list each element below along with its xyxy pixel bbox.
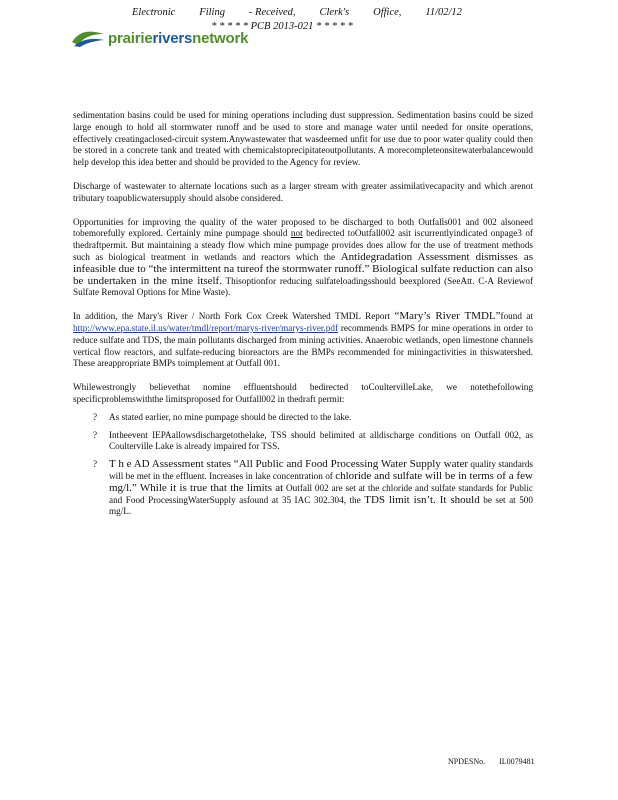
- paragraph-alternate-discharge: Discharge of wastewater to alternate locations such as a larger stream with greater assimilativecapacity and which arenot tributary toapublicwatersupply should alsobe considered.: [73, 180, 533, 203]
- list-item-text-large: TDS limit isn’t. It should: [364, 493, 480, 506]
- tmdl-report-link[interactable]: http://www.epa.state.il.us/water/tmdl/report/marys-river/marys-river.pdf: [73, 322, 339, 333]
- stamp-line-2: * * * * * PCB 2013-021 * * * * *: [211, 21, 353, 32]
- problems-list: [73, 412, 533, 518]
- underlined-not: not: [290, 228, 303, 239]
- list-item-text: Intheevent IEPAallowsdischargetothelake, TSS should belimited at alldischarge conditions on Outfall 002, as Coulterville Lake is already impaired for TSS.: [109, 429, 533, 452]
- bullet-marker: ?: [93, 459, 98, 470]
- list-item-text: As stated earlier, no mine pumpage should be directed to the lake.: [109, 411, 352, 422]
- stamp-word: Office,: [373, 7, 402, 18]
- stamp-word: Filing: [199, 7, 225, 18]
- stamp-line-1: [132, 6, 462, 20]
- text-run-large: “Mary’s River TMDL”: [394, 310, 501, 323]
- text-run: In addition, the Mary's River / North Fork Cox Creek Watershed TMDL Report: [73, 311, 395, 322]
- text-run: bedirected toOutfall002 asit iscurrentlyindicated onpage3 of thedraftpermit. But maintaining a steady flow which mine pumpage provides does allow for the use of treatment methods such as biological treatment in wetlands and reactors which the: [73, 228, 533, 262]
- bullet-marker: ?: [93, 411, 98, 422]
- paragraph-sedimentation: sedimentation basins could be used for mining operations including dust suppression. Sedimentation basins could be sized large enough to hold all stormwater runoff and be used to store and manage water until needed for onsite operations, effectively creatingaclosed-circuit system.Anywastewater that wasdeemed unfit for use due to poor water quality could then be stored in a concrete tank and treated with chemicalstoprecipitateoutpollutants. A morecompleteonsitewaterbalancewould help develop this idea better and should be provided to the Agency for review.: [73, 110, 533, 168]
- npdes-number: IL0079481: [499, 757, 535, 766]
- logo-word-network: network: [192, 29, 249, 47]
- bullet-marker: ?: [93, 429, 98, 440]
- list-item-text: quality standards will be met in the effluent. Increases in lake concentration of: [109, 459, 534, 481]
- list-item-text-large: T h e AD Assessment states “All Public and Food Processing Water Supply water: [109, 458, 469, 471]
- logo-word-prairie: prairie: [108, 29, 153, 47]
- list-item-text-large: chloride and sulfate will be in terms of a few mg/l.” While it is true that the limits at: [109, 469, 533, 494]
- paragraph-tmdl: [73, 311, 533, 370]
- list-item: [93, 430, 533, 454]
- stamp-word: Electronic: [132, 7, 176, 18]
- stamp-word: - Received,: [248, 7, 296, 18]
- paragraph-problems-intro: Whilewestrongly believethat nomine effluentshould bedirected toCoultervilleLake, we notethefollowing specificproblemswiththe limitsproposed for Outfall002 in thedraft permit:: [73, 382, 533, 404]
- text-run: found at: [500, 311, 533, 322]
- logo-word-rivers: rivers: [152, 29, 193, 47]
- list-item: [93, 412, 533, 424]
- list-item: [93, 459, 533, 518]
- text-run: Opportunities for improving the quality of the water proposed to be discharged to both Outfalls001 and 002 alsoneed tobemorefully explored. Certainly mine pumpage should: [73, 216, 533, 239]
- stamp-word: Clerk's: [319, 7, 350, 18]
- text-run: Thisoptionfor reducing sulfateloadingsshould beexplored (SeeAtt. C-A Reviewof Sulfate Removal Options for Mine Waste).: [73, 275, 534, 298]
- logo-wordmark: [108, 30, 248, 47]
- stamp-date: 11/02/12: [425, 7, 462, 18]
- list-item-text: be set at 500 mg/L.: [109, 494, 533, 517]
- text-run: recommends BMPS for mine operations in order to reduce sulfate and TDS, the main pollutants discharged from mining activities. Anaerobic wetlands, open limestone channels vertical flow reactors, and sulfate-reducing bioreactors are the BMPs recommended for miningactivities in thiswatershed. These areappropriate BMPs toimplement at Outfall 001.: [73, 322, 533, 369]
- river-swoosh-icon: [70, 28, 106, 48]
- prairie-rivers-network-logo: [70, 28, 248, 48]
- npdes-footer: [448, 757, 535, 766]
- text-run-large: Antidegradation Assessment dismisses as infeasible due to “the intermittent na tureof the stormwater runoff.” Biological sulfate reduction can also be undertaken in the mine itself.: [73, 250, 533, 287]
- list-item-text: Outfall 002 are set at the chloride and sulfate standards for Public and Food ProcessingWaterSupply asfound at 35 IAC 302.304, the: [109, 482, 533, 505]
- npdes-label: NPDESNo.: [448, 757, 486, 766]
- paragraph-opportunities: [73, 217, 533, 300]
- letter-body: [73, 110, 533, 524]
